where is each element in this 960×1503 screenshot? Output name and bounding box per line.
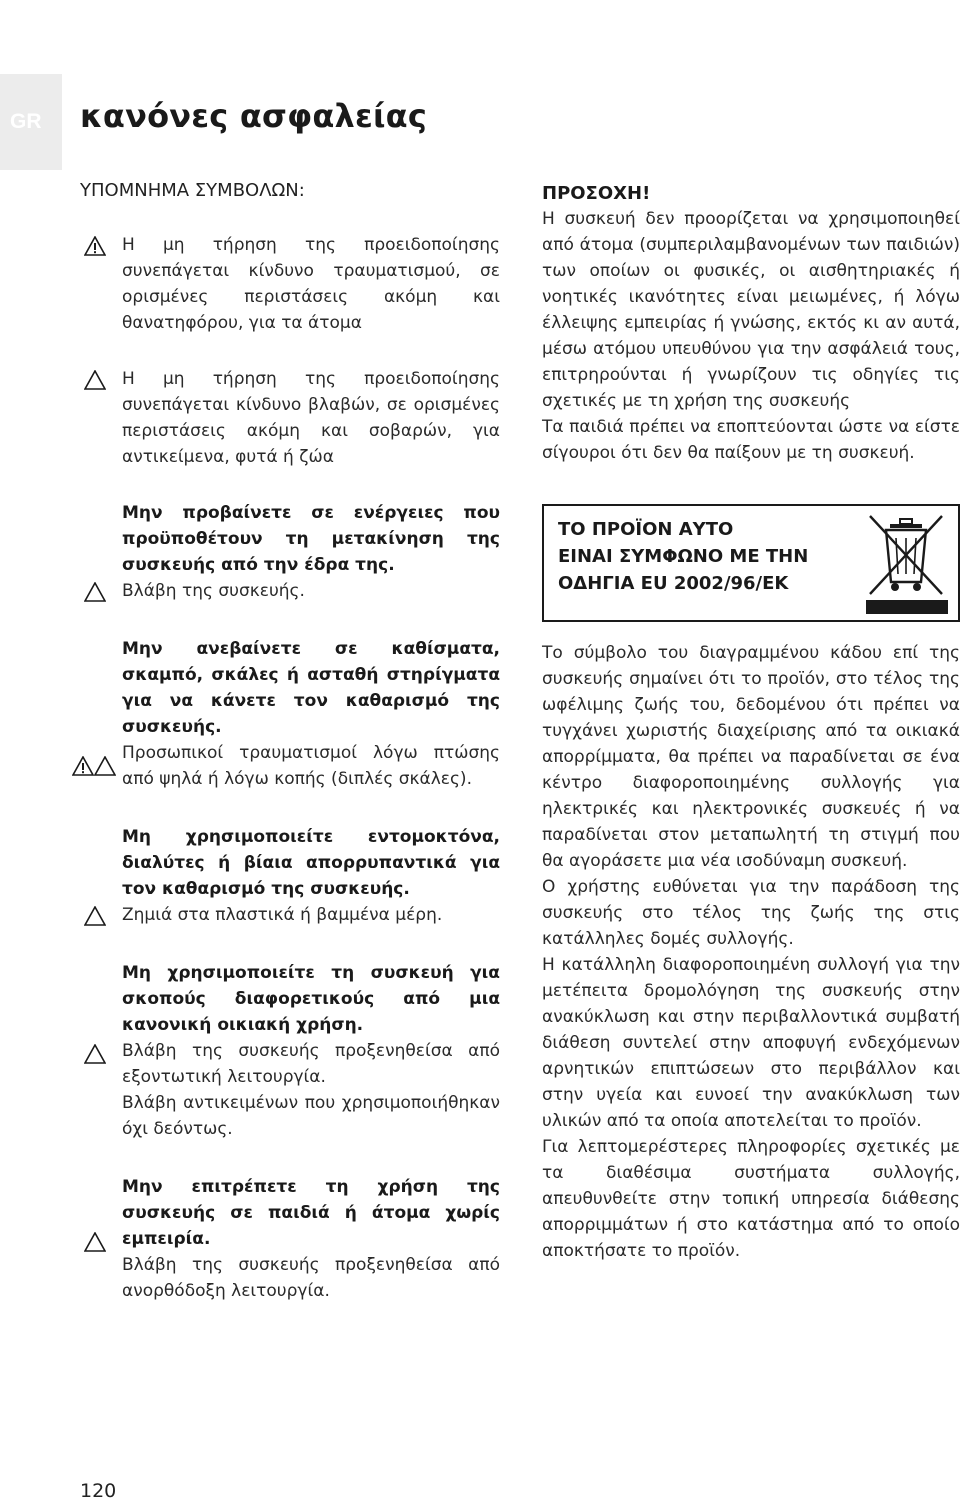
safety-rule xyxy=(80,500,500,604)
safety-rule xyxy=(80,824,500,928)
page-title: κανόνες ασφαλείας xyxy=(80,97,428,135)
weee-paragraph: Το σύμβολο του διαγραμμένου κάδου επί της συσκευής σημαίνει ότι το προϊόν, στο τέλος της ωφέλιμης ζωής του, δεδομένου ότι πρέπει να τυγχάνει χωριστής διαχείρισης από τα οικιακά απορρίμματα, θα πρέπει να παραδίνεται σε ένα κέντρο διαφοροποιημένης συλλογής για ηλεκτρικές και ηλεκτρονικές συσκευές ή να παραδίνεται στον μεταπωλητή τη στιγμή που θα αγοράσετε μια νέα ισοδύναμη συσκευή. xyxy=(542,643,960,871)
directive-box xyxy=(542,504,960,622)
safety-rule xyxy=(80,1174,500,1304)
rule-consequence: Βλάβη αντικειμένων που χρησιμοποιήθηκαν όχι δεόντως. xyxy=(122,1093,500,1139)
weee-paragraph: Ο χρήστης ευθύνεται για την παράδοση της συσκευής στο τέλος της ζωής της στις κατάλληλες δομές συλλογής. xyxy=(542,877,960,949)
caution-triangle-icon xyxy=(84,1044,106,1064)
directive-line: ΟΔΗΓΙΑ EU 2002/96/EK xyxy=(558,573,789,594)
rule-instruction: Μην ανεβαίνετε σε καθίσματα, σκαμπό, σκάλες ή ασταθή στηρίγματα για να κάνετε τον καθαρισμό της συσκευής. xyxy=(122,639,500,737)
left-column xyxy=(80,180,500,1304)
right-column xyxy=(542,182,960,1264)
legend-title: ΥΠΟΜΝΗΜΑ ΣΥΜΒΟΛΩΝ: xyxy=(80,180,305,201)
rule-instruction: Μην επιτρέπετε τη χρήση της συσκευής σε παιδιά ή άτομα χωρίς εμπειρία. xyxy=(122,1177,500,1249)
rule-consequence: Βλάβη της συσκευής προξενηθείσα από εξοντωτική λειτουργία. xyxy=(122,1041,500,1087)
bin-underline-bar xyxy=(866,600,948,614)
safety-rule xyxy=(80,636,500,792)
directive-line: ΤΟ ΠΡΟΪΟΝ ΑΥΤΟ xyxy=(558,519,734,540)
rule-consequence: Προσωπικοί τραυματισμοί λόγω πτώσης από ψηλά ή λόγω κοπής (διπλές σκάλες). xyxy=(122,743,500,789)
warning-exclamation-triangle-icon xyxy=(84,236,106,256)
caution-triangle-icon xyxy=(84,1232,106,1252)
legend-text: Η μη τήρηση της προειδοποίησης συνεπάγεται κίνδυνο τραυματισμού, σε ορισμένες περιστάσεις ακόμη και θανατηφόρου, για τα άτομα xyxy=(122,235,500,333)
rule-consequence: Βλάβη της συσκευής προξενηθείσα από ανορθόδοξη λειτουργία. xyxy=(122,1255,500,1301)
caution-triangle-icon xyxy=(84,906,106,926)
rule-consequence: Ζημιά στα πλαστικά ή βαμμένα μέρη. xyxy=(122,905,443,925)
legend-item xyxy=(80,366,500,470)
caution-triangle-icon xyxy=(84,370,106,390)
warning-paragraph: Τα παιδιά πρέπει να εποπτεύονται ώστε να είστε σίγουροι ότι δεν θα παίξουν με τη συσκευή. xyxy=(542,417,960,463)
rule-instruction: Μη χρησιμοποιείτε τη συσκευή για σκοπούς διαφορετικούς από μια κανονική οικιακή χρήση. xyxy=(122,963,500,1035)
warning-exclamation-triangle-icon xyxy=(72,756,94,776)
directive-text xyxy=(558,516,808,597)
directive-line: ΕΙΝΑΙ ΣΥΜΦΩΝΟ ΜΕ ΤΗΝ xyxy=(558,546,809,567)
rule-instruction: Μη χρησιμοποιείτε εντομοκτόνα, διαλύτες ή βίαια απορρυπαντικά για τον καθαρισμό της συσκευής. xyxy=(122,827,500,899)
rule-instruction: Μην προβαίνετε σε ενέργειες που προϋποθέτουν τη μετακίνηση της συσκευής από την έδρα της. xyxy=(122,503,500,575)
legend-text: Η μη τήρηση της προειδοποίησης συνεπάγεται κίνδυνο βλαβών, σε ορισμένες περιστάσεις ακόμη και σοβαρών, για αντικείμενα, φυτά ή ζώα xyxy=(122,369,500,467)
language-tab xyxy=(0,74,62,170)
weee-paragraph: Για λεπτομερέστερες πληροφορίες σχετικές με τα διαθέσιμα συστήματα συλλογής, απευθυνθείτε στην τοπική υπηρεσία διάθεσης απορριμμάτων ή στο κατάστημα από το οποίο αποκτήσατε το προϊόν. xyxy=(542,1137,960,1261)
language-code: GR xyxy=(10,110,42,133)
weee-paragraph: Η κατάλληλη διαφοροποιημένη συλλογή για την μετέπειτα δρομολόγηση της συσκευής στην ανακύκλωση και στην περιβαλλοντικά συμβατή διάθεση συντελεί στην αποφυγή ενδεχόμενων αρνητικών επιπτώσεων στο περιβάλλον και στην υγεία και ευνοεί την ανακύκλωση των υλικών από τα οποία αποτελείται το προϊόν. xyxy=(542,955,960,1131)
legend-item xyxy=(80,232,500,336)
warning-paragraph: Η συσκευή δεν προορίζεται να χρησιμοποιηθεί από άτομα (συμπεριλαμβανομένων των παιδιών) των οποίων οι φυσικές, οι αισθητηριακές ή νοητικές ικανότητες είναι μειωμένες, ή λόγω έλλειψης εμπειρίας ή γνώσης, εκτός κι αν αυτά, μέσω ατόμου υπευθύνου για την ασφάλειά τους, επιτρηρούνται ή γνωρίζουν τις οδηγίες τις σχετικές με τη χρήση της συσκευής xyxy=(542,209,960,411)
crossed-out-wheelie-bin-icon xyxy=(862,510,950,600)
rule-consequence: Βλάβη της συσκευής. xyxy=(122,581,305,601)
caution-triangle-icon xyxy=(84,582,106,602)
warning-section xyxy=(542,182,960,466)
weee-disposal-text xyxy=(542,640,960,1264)
caution-triangle-icon xyxy=(94,756,116,776)
safety-rule xyxy=(80,960,500,1142)
page-number: 120 xyxy=(80,1480,117,1502)
warning-title: ΠΡΟΣΟΧΗ! xyxy=(542,183,651,204)
